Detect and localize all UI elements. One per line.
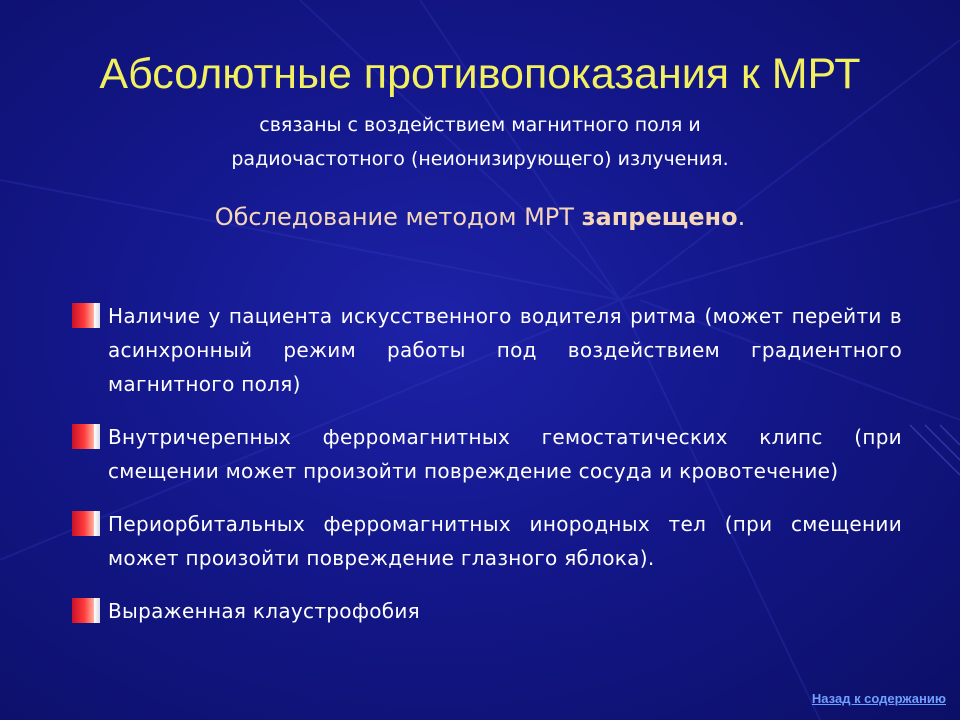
slide-subtitle <box>160 108 800 176</box>
list-item-text: Выраженная клаустрофобия <box>108 599 421 623</box>
bullet-icon <box>72 511 108 536</box>
subtitle-line-1: связаны с воздействием магнитного поля и <box>259 114 701 136</box>
list-item <box>72 507 902 575</box>
back-to-contents-link[interactable]: Назад к содержанию <box>811 691 946 706</box>
list-item-text: Наличие у пациента искусственного водителя ритма (может перейти в асинхронный режим работы под воздействием градиентного магнитного поля) <box>108 304 902 396</box>
forbidden-prefix: Обследование методом МРТ <box>214 203 582 231</box>
list-item <box>72 594 902 628</box>
forbidden-emphasis: запрещено <box>581 203 738 231</box>
bullet-icon <box>72 598 108 623</box>
bullet-icon <box>72 424 108 449</box>
list-item <box>72 299 902 401</box>
slide-title: Абсолютные противопоказания к МРТ <box>99 50 861 98</box>
forbidden-suffix: . <box>737 203 746 231</box>
bullet-icon <box>72 303 108 328</box>
forbidden-statement <box>0 203 960 231</box>
contraindications-list <box>72 299 902 647</box>
list-item-text: Внутричерепных ферромагнитных гемостатических клипс (при смещении может произойти повреждение сосуда и кровотечение) <box>108 425 902 483</box>
subtitle-line-2: радиочастотного (неионизирующего) излучения. <box>231 148 729 170</box>
list-item <box>72 420 902 488</box>
list-item-text: Периорбитальных ферромагнитных инородных тел (при смещении может произойти повреждение глазного яблока). <box>108 512 902 570</box>
